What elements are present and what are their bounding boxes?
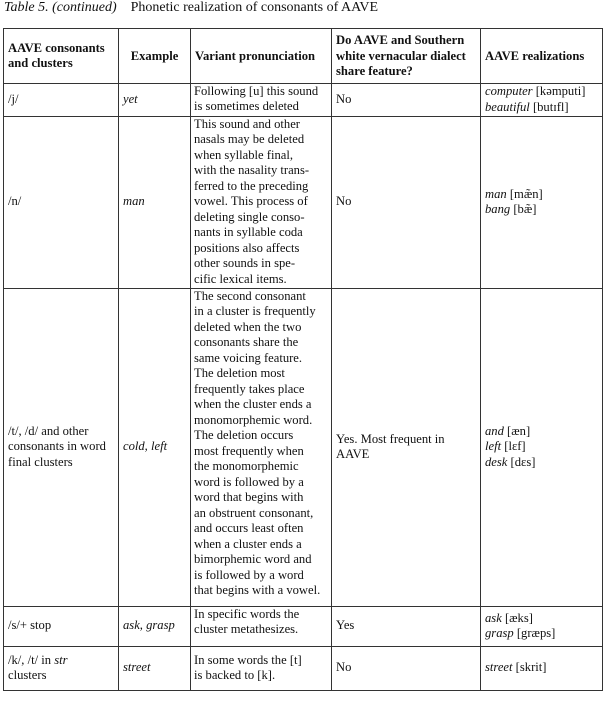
consonant-cell: /j/ (4, 83, 119, 116)
variant-line: with the nasality trans- (194, 163, 310, 177)
share-cell: No (332, 116, 481, 288)
realization-ipa: [bæ̃] (513, 202, 537, 216)
consonant-cell: /n/ (4, 116, 119, 288)
realization-ipa: [mæ̃n] (509, 186, 543, 201)
variant-line: The deletion occurs (194, 428, 294, 442)
variant-line: word that begins with (194, 490, 304, 504)
realizations-cell (481, 606, 603, 646)
variant-line: and occurs least often (194, 521, 304, 535)
table-row (4, 606, 603, 646)
realizations-cell (481, 116, 603, 288)
header-realizations: AAVE realizations (481, 29, 603, 84)
header-row (4, 29, 603, 84)
consonants-table (3, 28, 603, 691)
realization-word: and (485, 423, 504, 438)
example-cell: cold, left (119, 288, 191, 606)
variant-line: cluster metathesizes. (194, 622, 299, 636)
variant-line: deleted when the two (194, 319, 302, 334)
variant-line: positions also affects (194, 240, 300, 255)
realization-ipa: [æks] (504, 610, 533, 625)
variant-line: In some words the [t] (194, 652, 302, 667)
consonant-cell: /s/+ stop (4, 606, 119, 646)
realization-ipa: [æn] (507, 423, 531, 438)
variant-line: deleting single conso- (194, 209, 305, 224)
variant-line: when the cluster ends a (194, 397, 312, 411)
variant-line: when syllable final, (194, 147, 293, 162)
header-variant: Variant pronunciation (191, 29, 332, 84)
table-row (4, 288, 603, 606)
variant-line: Following [u] this sound (194, 83, 319, 98)
realization-ipa: [dɛs] (510, 454, 536, 469)
variant-line: cific lexical items. (194, 271, 287, 286)
realization-item (485, 84, 598, 100)
variant-line: the monomorphemic (194, 459, 299, 473)
variant-line: In specific words the (194, 606, 300, 621)
realization-item (485, 424, 598, 440)
variant-line: is sometimes deleted (194, 99, 299, 113)
realization-word: left (485, 439, 502, 454)
variant-cell (191, 606, 332, 646)
variant-line: consonants share the (194, 335, 299, 349)
variant-line: an obstruent consonant, (194, 505, 314, 520)
variant-line: word is followed by a (194, 474, 304, 489)
realization-item (485, 100, 598, 116)
realization-word: computer (485, 84, 533, 98)
example-cell: street (119, 646, 191, 690)
realization-ipa: [skrit] (515, 660, 547, 675)
header-share: Do AAVE and Southern white vernacular dialect share feature? (332, 29, 481, 84)
table-row (4, 83, 603, 116)
realizations-cell (481, 83, 603, 116)
variant-line: This sound and other (194, 116, 300, 131)
variant-cell (191, 116, 332, 288)
consonant-prefix: /k/, /t/ in (8, 652, 55, 667)
variant-line: in a cluster is frequently (194, 304, 316, 318)
realizations-cell (481, 646, 603, 690)
share-cell: No (332, 646, 481, 690)
realization-word: beautiful (485, 99, 530, 114)
variant-line: is followed by a word (194, 567, 304, 582)
realization-word: ask (485, 610, 502, 625)
variant-cell (191, 288, 332, 606)
realization-ipa: [kəmputi] (535, 84, 586, 98)
realization-word: bang (485, 202, 511, 216)
realization-item (485, 455, 598, 471)
realization-ipa: [butɪfl] (532, 99, 569, 114)
variant-line: nants in syllable coda (194, 225, 303, 239)
realization-item (485, 187, 598, 203)
share-cell: Yes. Most frequent in AAVE (332, 288, 481, 606)
realization-ipa: [græps] (516, 626, 556, 640)
realization-item (485, 611, 598, 627)
table-caption (4, 0, 378, 16)
share-cell: Yes (332, 606, 481, 646)
realization-item (485, 626, 598, 642)
variant-cell (191, 83, 332, 116)
realizations-cell (481, 288, 603, 606)
share-cell: No (332, 83, 481, 116)
header-example: Example (119, 29, 191, 84)
realization-word: grasp (485, 626, 514, 640)
realization-word: man (485, 186, 507, 201)
realization-item (485, 202, 598, 218)
realization-word: desk (485, 454, 508, 469)
consonant-cell (4, 646, 119, 690)
consonant-cell: /t/, /d/ and other consonants in word final clusters (4, 288, 119, 606)
realization-item (485, 660, 598, 676)
example-cell: ask, grasp (119, 606, 191, 646)
example-cell: yet (119, 83, 191, 116)
table-row (4, 646, 603, 690)
variant-line: same voicing feature. (194, 350, 303, 365)
variant-line: when a cluster ends a (194, 536, 302, 551)
consonant-italic: str (54, 652, 68, 667)
variant-line: frequently takes place (194, 381, 305, 396)
variant-cell (191, 646, 332, 690)
example-cell: man (119, 116, 191, 288)
variant-line: The second consonant (194, 288, 306, 303)
variant-line: nasals may be deleted (194, 132, 305, 146)
realization-word: street (485, 660, 513, 675)
realization-item (485, 439, 598, 455)
caption-label: Table 5. (continued) (4, 0, 117, 15)
variant-line: ferred to the preceding (194, 178, 309, 193)
variant-line: vowel. This process of (194, 194, 308, 208)
header-consonants: AAVE consonants and clusters (4, 29, 119, 84)
variant-line: that begins with a vowel. (194, 583, 321, 597)
variant-line: monomorphemic word. (194, 412, 313, 427)
variant-line: most frequently when (194, 443, 304, 458)
realization-ipa: [lɛf] (504, 439, 526, 454)
variant-line: other sounds in spe- (194, 256, 296, 270)
caption-title: Phonetic realization of consonants of AAVE (130, 0, 379, 15)
variant-line: The deletion most (194, 366, 285, 380)
consonant-suffix: clusters (8, 668, 47, 682)
variant-line: bimorphemic word and (194, 552, 312, 566)
table-row (4, 116, 603, 288)
variant-line: is backed to [k]. (194, 668, 276, 682)
